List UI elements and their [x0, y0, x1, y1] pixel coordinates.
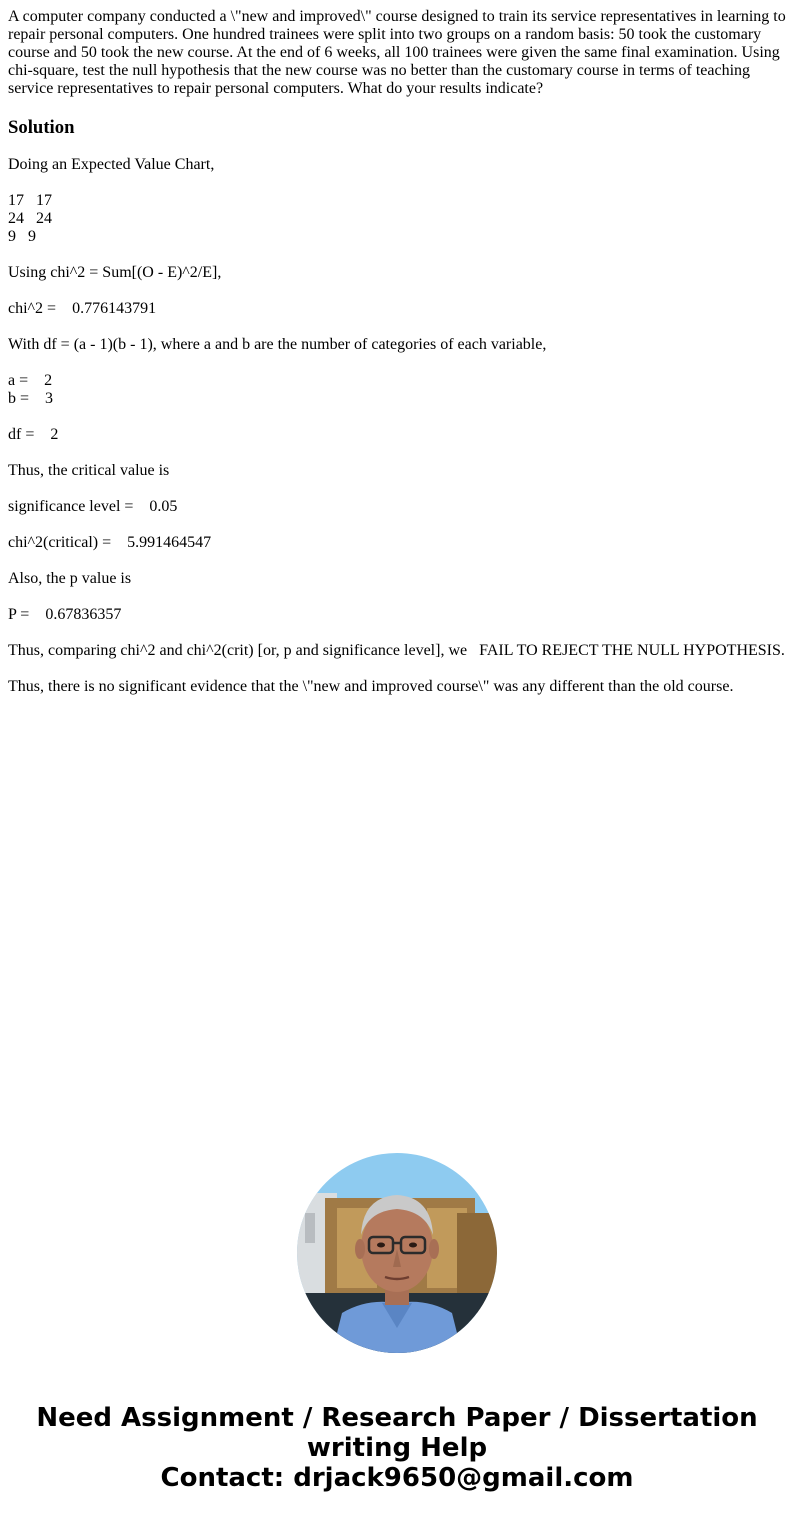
expected-row-1: 17 17	[8, 192, 52, 209]
df-value: df = 2	[8, 426, 59, 443]
footer-line-1: Need Assignment / Research Paper / Dissertation	[36, 1403, 758, 1433]
category-counts	[8, 372, 786, 408]
author-avatar	[297, 1153, 497, 1353]
significance-level: significance level = 0.05	[8, 498, 178, 515]
chi-square-formula: Using chi^2 = Sum[(O - E)^2/E],	[8, 264, 222, 281]
footer-line-2: writing Help	[306, 1433, 488, 1463]
critical-intro: Thus, the critical value is	[8, 462, 170, 479]
b-value: b = 3	[8, 390, 54, 407]
document-body	[8, 8, 790, 714]
p-value: P = 0.67836357	[8, 606, 122, 623]
solution-heading: Solution	[8, 117, 75, 138]
footer-contact: Contact: drjack9650@gmail.com	[160, 1463, 634, 1493]
df-intro: With df = (a - 1)(b - 1), where a and b are the number of categories of each variable,	[8, 336, 547, 353]
p-value-intro: Also, the p value is	[8, 570, 132, 587]
a-value: a = 2	[8, 372, 53, 389]
comparison-result: Thus, comparing chi^2 and chi^2(crit) [or, p and significance level], we FAIL TO REJECT THE NULL HYPOTHESIS.	[8, 642, 785, 659]
expected-row-2: 24 24	[8, 210, 52, 227]
expected-value-chart	[8, 192, 786, 246]
question-text: A computer company conducted a \"new and improved\" course designed to train its service representatives in learning to repair personal computers. One hundred trainees were split into two groups on a random basis: 50 took the customary course and 50 took the new course. At the end of 6 weeks, all 100 trainees were given the same final examination. Using chi-square, test the null hypothesis that the new course was no better than the customary course in terms of teaching service representatives to repair personal computers. What do your results indicate?	[8, 8, 790, 97]
footer-advertisement	[0, 1403, 794, 1493]
conclusion: Thus, there is no significant evidence that the \"new and improved course\" was any different than the old course.	[8, 678, 734, 695]
author-photo-illustration	[297, 1153, 497, 1353]
expected-row-3: 9 9	[8, 228, 36, 245]
chi-square-value: chi^2 = 0.776143791	[8, 300, 157, 317]
critical-value: chi^2(critical) = 5.991464547	[8, 534, 212, 551]
expected-chart-intro: Doing an Expected Value Chart,	[8, 156, 215, 173]
